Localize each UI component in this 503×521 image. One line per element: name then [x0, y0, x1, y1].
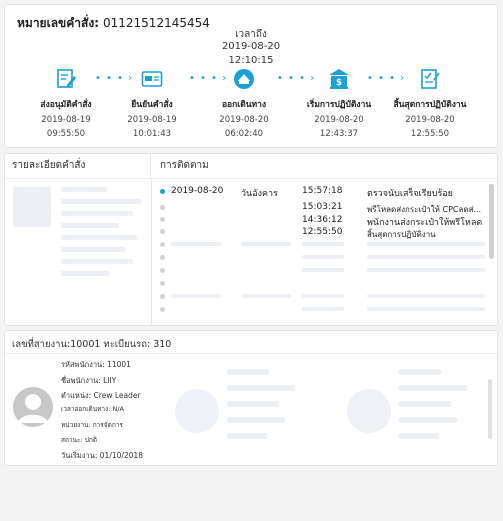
header-divider	[5, 178, 497, 179]
tracking-header: การติดตาม	[160, 160, 209, 171]
timeline-dot	[160, 229, 165, 234]
tracking-skeleton	[171, 294, 221, 298]
tracking-scrollbar[interactable]	[489, 184, 494, 259]
order-number-label: หมายเลขคำสั่ง:	[17, 16, 99, 30]
staff-skeleton	[399, 385, 467, 391]
staff-scrollbar[interactable]	[488, 379, 492, 439]
eta-date: 2019-08-20	[221, 41, 281, 52]
step-date-approve: 2019-08-19	[41, 115, 91, 125]
tracking-skeleton	[302, 242, 344, 246]
staff-skeleton	[227, 369, 269, 375]
staff-skeleton	[227, 433, 267, 439]
step-label-work-start: เริ่มการปฏิบัติงาน	[306, 100, 372, 110]
staff-skeleton	[227, 401, 279, 407]
progress-arrow-1: • • • ›	[95, 73, 134, 84]
work-start-icon	[328, 68, 350, 90]
step-time-work-end: 12:55:50	[410, 129, 450, 139]
tracking-status-2: พรีโหลดส่งกระเป๋าให้ CPCลดส่...	[367, 205, 482, 214]
tracking-skeleton	[302, 268, 344, 272]
avatar	[13, 387, 53, 427]
order-details-header: รายละเอียดคำสั่ง	[5, 154, 151, 178]
staff-skeleton	[227, 417, 285, 423]
tracking-status-3: พนักงานส่งกระเป๋าให้พรีโหลด	[367, 218, 483, 228]
step-date-work-end: 2019-08-20	[405, 115, 455, 125]
tracking-time-2: 15:03:21	[302, 202, 343, 212]
tracking-skeleton	[302, 307, 344, 311]
details-skeleton-line	[61, 199, 141, 204]
timeline-dot	[160, 205, 165, 210]
step-time-confirm: 10:01:43	[132, 129, 172, 139]
staff-avatar-placeholder	[347, 389, 391, 433]
staff-header-divider	[5, 353, 497, 354]
tracking-time-3: 14:36:12	[302, 215, 343, 225]
tracking-skeleton	[367, 294, 485, 298]
step-time-approve: 09:55:50	[46, 129, 86, 139]
staff-skeleton	[399, 369, 441, 375]
user-icon	[13, 387, 53, 427]
route-vehicle-title: เลขที่สายงาน:10001 ทะเบียนรถ: 310	[12, 339, 172, 350]
tracking-skeleton	[302, 294, 344, 298]
id-card-icon	[141, 68, 163, 90]
tracking-skeleton	[367, 255, 485, 259]
timeline-dot-active	[160, 189, 165, 194]
tracking-skeleton	[241, 242, 291, 246]
staff-avatar-placeholder	[175, 389, 219, 433]
svg-text:$: $	[335, 78, 343, 88]
timeline-dot	[160, 307, 165, 312]
employee-name: ชื่อพนักงาน: LIIY	[61, 376, 117, 385]
step-time-depart: 06:02:40	[224, 129, 264, 139]
staff-skeleton	[399, 433, 439, 439]
timeline-dot	[160, 268, 165, 273]
staff-card	[4, 330, 498, 466]
timeline-dot	[160, 255, 165, 260]
employee-position: ตำแหน่ง: Crew Leader	[61, 391, 141, 400]
step-time-work-start: 12:43:37	[319, 129, 359, 139]
order-progress-card	[4, 4, 498, 148]
step-label-approve: ส่งอนุมัติคำสั่ง	[40, 100, 92, 110]
step-label-confirm: ยืนยันคำสั่ง	[131, 100, 173, 110]
details-card	[4, 153, 498, 326]
step-label-work-end: สิ้นสุดการปฏิบัติงาน	[393, 100, 467, 110]
checklist-icon	[419, 68, 441, 90]
departure-time: เวลาออกเดินทาง: N/A	[61, 405, 124, 413]
eta-label: เวลาถึง	[235, 29, 267, 40]
details-skeleton-line	[61, 235, 137, 240]
tracking-skeleton	[171, 242, 221, 246]
timeline-dot	[160, 294, 165, 299]
tracking-time-4: 12:55:50	[302, 227, 343, 237]
staff-skeleton	[399, 401, 451, 407]
employee-start-date: วันเริ่มงาน: 01/10/2018	[61, 451, 144, 460]
details-skeleton-line	[61, 187, 107, 192]
tracking-skeleton	[241, 294, 291, 298]
details-skeleton-line	[61, 259, 133, 264]
details-skeleton-line	[61, 211, 133, 216]
employee-department: หน่วยงาน: การจัดการ	[61, 421, 123, 429]
staff-skeleton	[227, 385, 295, 391]
timeline-dot	[160, 281, 165, 286]
eta-time: 12:10:15	[228, 55, 274, 66]
timeline-dot	[160, 242, 165, 247]
progress-arrow-4: • • • ›	[367, 73, 406, 84]
timeline-dot	[160, 217, 165, 222]
tracking-day: วันอังคาร	[241, 189, 278, 199]
details-skeleton-line	[61, 271, 109, 276]
tracking-date: 2019-08-20	[171, 186, 224, 196]
tracking-skeleton	[367, 307, 485, 311]
tracking-skeleton	[367, 242, 485, 246]
details-skeleton-line	[61, 247, 125, 252]
tracking-time-1: 15:57:18	[302, 186, 343, 196]
progress-arrow-2: • • • ›	[189, 73, 228, 84]
details-skeleton-line	[61, 223, 119, 228]
tracking-skeleton	[302, 255, 344, 259]
step-date-work-start: 2019-08-20	[314, 115, 364, 125]
tracking-status-4: สิ้นสุดการปฏิบัติงาน	[367, 230, 436, 239]
step-label-depart: ออกเดินทาง	[221, 100, 267, 110]
edit-document-icon	[55, 68, 77, 90]
step-date-confirm: 2019-08-19	[127, 115, 177, 125]
employee-id: รหัสพนักงาน: 11001	[61, 360, 131, 369]
column-divider	[151, 178, 152, 325]
step-date-depart: 2019-08-20	[219, 115, 269, 125]
tracking-skeleton	[367, 268, 485, 272]
tracking-status-1: ตรวจนับเสร็จเรียบร้อย	[367, 189, 453, 199]
details-image-placeholder	[13, 187, 51, 227]
employee-status: สถานะ: ปกติ	[61, 436, 98, 444]
order-number-value: 01121512145454	[103, 16, 210, 30]
staff-skeleton	[399, 417, 457, 423]
progress-arrow-3: • • • ›	[277, 73, 316, 84]
depart-icon	[233, 68, 255, 90]
